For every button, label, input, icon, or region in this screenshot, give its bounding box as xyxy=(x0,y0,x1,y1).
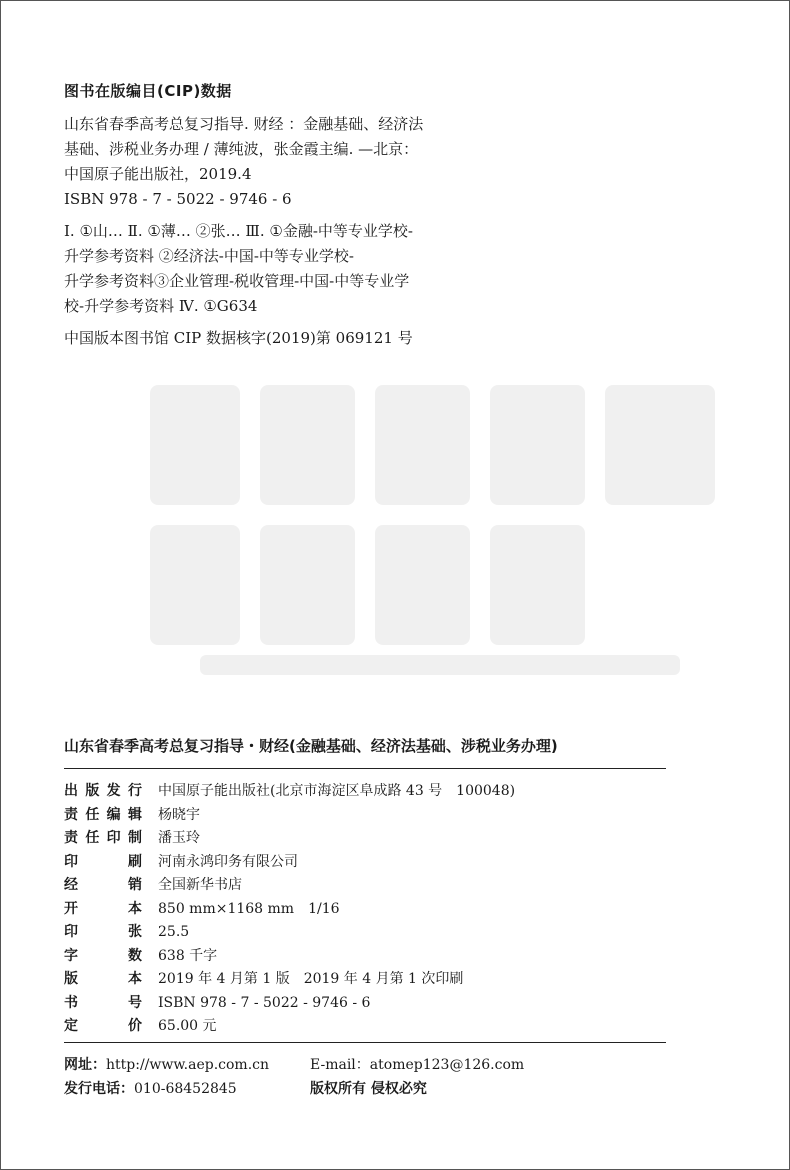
spec-label xyxy=(64,945,142,969)
spec-label-char: 任 xyxy=(85,830,100,846)
spec-label-char: 任 xyxy=(85,806,100,823)
divider-rule xyxy=(64,1042,666,1043)
spec-label xyxy=(64,827,142,851)
spec-label-char: 印 xyxy=(64,924,78,940)
spec-row xyxy=(64,945,515,969)
spec-value: 65.00 元 xyxy=(158,1018,217,1034)
spec-row xyxy=(64,1015,515,1039)
spec-label-char: 张 xyxy=(128,924,142,940)
spec-label xyxy=(64,780,142,804)
cip-classification-line: Ⅰ. ①山… Ⅱ. ①薄… ②张… Ⅲ. ①金融-中等专业学校- xyxy=(64,222,413,240)
spec-label-char: 经 xyxy=(64,877,78,893)
cip-classification-line: 升学参考资料 ②经济法-中国-中等专业学校- xyxy=(64,247,354,265)
spec-label xyxy=(64,992,142,1016)
spec-row xyxy=(64,851,515,875)
copyright-notice: 版权所有 侵权必究 xyxy=(310,1081,427,1097)
website-label: 网址： xyxy=(64,1057,106,1073)
spec-label-char: 书 xyxy=(64,994,78,1011)
spec-label-char: 编 xyxy=(106,806,121,823)
spec-label xyxy=(64,804,142,828)
cip-line: 基础、涉税业务办理 / 薄纯波，张金霞主编. —北京： xyxy=(64,140,419,158)
spec-value: ISBN 978 - 7 - 5022 - 9746 - 6 xyxy=(158,994,371,1011)
spec-row xyxy=(64,874,515,898)
spec-label-char: 本 xyxy=(128,900,142,917)
spec-row xyxy=(64,921,515,945)
divider-rule xyxy=(64,768,666,769)
spec-label-char: 号 xyxy=(128,994,142,1011)
spec-label-char: 发 xyxy=(106,783,121,799)
cip-classification-line: 校-升学参考资料 Ⅳ. ①G634 xyxy=(64,297,258,315)
spec-label-char: 印 xyxy=(106,830,121,846)
contact-footer xyxy=(64,1053,624,1101)
cip-catalog-number: 中国版本图书馆 CIP 数据核字(2019)第 069121 号 xyxy=(64,329,413,347)
spec-value: 850 mm×1168 mm 1/16 xyxy=(158,900,340,917)
spec-label-char: 版 xyxy=(64,971,78,987)
spec-value: 中国原子能出版社(北京市海淀区阜成路 43 号 100048) xyxy=(158,783,516,799)
spec-label xyxy=(64,1015,142,1039)
website-link[interactable]: http://www.aep.com.cn xyxy=(106,1057,270,1073)
spec-value: 全国新华书店 xyxy=(158,877,242,893)
spec-label-char: 销 xyxy=(128,877,142,893)
spec-label xyxy=(64,851,142,875)
cip-line: 中国原子能出版社，2019.4 xyxy=(64,165,252,183)
spec-row xyxy=(64,992,515,1016)
spec-row xyxy=(64,968,515,992)
spec-value: 2019 年 4 月第 1 版 2019 年 4 月第 1 次印刷 xyxy=(158,971,464,987)
spec-label xyxy=(64,898,142,922)
cip-line: 山东省春季高考总复习指导. 财经 ：金融基础、经济法 xyxy=(64,115,424,133)
publication-specs xyxy=(64,780,515,1039)
spec-value: 潘玉玲 xyxy=(158,830,200,846)
spec-row xyxy=(64,898,515,922)
spec-row xyxy=(64,804,515,828)
spec-value: 25.5 xyxy=(158,924,190,940)
spec-label-char: 责 xyxy=(64,830,78,846)
spec-value: 638 千字 xyxy=(158,947,218,964)
spec-value: 杨晓宇 xyxy=(158,806,200,823)
email-label: E-mail： xyxy=(310,1057,370,1073)
spec-label-char: 本 xyxy=(128,971,142,987)
spec-value: 河南永鸿印务有限公司 xyxy=(158,853,298,870)
spec-label-char: 定 xyxy=(64,1018,78,1034)
spec-label-char: 开 xyxy=(64,900,78,917)
email-link[interactable]: atomep123@126.com xyxy=(369,1057,525,1073)
spec-label-char: 出 xyxy=(64,783,78,799)
spec-label-char: 版 xyxy=(85,783,100,799)
spec-label xyxy=(64,874,142,898)
spec-label-char: 责 xyxy=(64,806,78,823)
spec-label-char: 刷 xyxy=(128,853,142,870)
cip-record xyxy=(64,112,484,351)
phone-number: 010-68452845 xyxy=(134,1081,237,1097)
spec-row xyxy=(64,827,515,851)
spec-label-char: 字 xyxy=(64,947,78,964)
spec-label-char: 辑 xyxy=(127,806,142,823)
spec-label-char: 价 xyxy=(128,1018,142,1034)
book-title: 山东省春季高考总复习指导・财经(金融基础、经济法基础、涉税业务办理) xyxy=(64,737,558,755)
spec-label xyxy=(64,921,142,945)
phone-label: 发行电话： xyxy=(64,1081,134,1097)
footer-row xyxy=(64,1053,624,1077)
spec-label-char: 制 xyxy=(127,830,142,846)
spec-label-char: 印 xyxy=(64,853,78,870)
cip-heading: 图书在版编目(CIP)数据 xyxy=(64,82,232,100)
spec-label-char: 行 xyxy=(127,783,142,799)
spec-label xyxy=(64,968,142,992)
cip-classification-line: 升学参考资料③企业管理-税收管理-中国-中等专业学 xyxy=(64,272,410,290)
cip-isbn-line: ISBN 978 - 7 - 5022 - 9746 - 6 xyxy=(64,190,292,208)
footer-row xyxy=(64,1077,624,1101)
spec-row xyxy=(64,780,515,804)
spec-label-char: 数 xyxy=(128,947,142,964)
